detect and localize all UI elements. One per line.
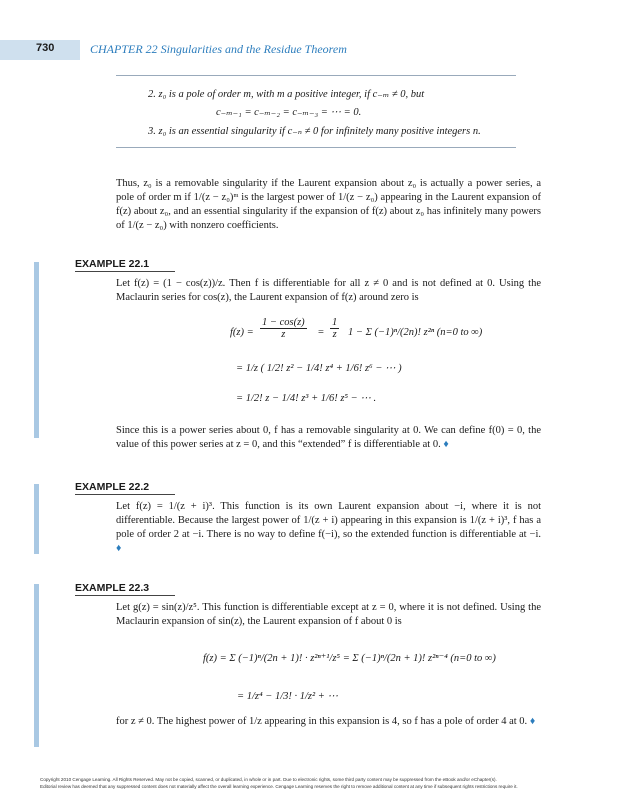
end-diamond-icon: ♦ [116, 543, 122, 554]
fraction-numerator: 1 − cos(z) [262, 317, 305, 328]
example-conclusion [116, 424, 541, 452]
equals-sign: = [318, 327, 324, 338]
example-text: Let f(z) = (1 − cos(z))/z. Then f is differentiable for all z ≠ 0 and is not defined at 0. Using the Maclaurin series for cos(z), the Laurent expansion of f(z) around zero is [116, 278, 541, 303]
conclusion-text: Since this is a power series about 0, f has a removable singularity at 0. We can define f(0) = 0, the value of this power series at z = 0, and this “extended” f is differentiable at 0. [116, 425, 541, 450]
intro-paragraph: Thus, z₀ is a removable singularity if the Laurent expansion about z₀ is actually a power series, a pole of order m if 1/(z − z₀)ᵐ is the largest power of 1/(z − z₀) appearing in the Laurent expansion of f(z) about z₀, and an essential singularity if the expansion of f(z) about z₀ has infinitely many powers of 1/(z − z₀) with nonzero coefficients. [116, 178, 541, 231]
example-body: Let f(z) = 1/(z + i)³. This function is its own Laurent expansion about −i, where it is not differentiable. Because the largest power of 1/(z + i) appearing in this expansion is 1/(z + i)³, f has a pole of order 2 at −i. There is no way to define f(−i), so the extended function is differentiable at −i. [116, 501, 541, 540]
example-bar [34, 484, 39, 554]
box-item-2-condition: c₋ₘ₋₁ = c₋ₘ₋₂ = c₋ₘ₋₃ = ⋯ = 0. [216, 107, 362, 118]
end-diamond-icon: ♦ [529, 716, 536, 727]
equation-fraction [260, 317, 307, 340]
running-head: CHAPTER 22 Singularities and the Residue Theorem [90, 42, 347, 56]
copyright-footer [40, 776, 585, 790]
example-bar [34, 584, 39, 747]
equation-line-3: = 1/2! z − 1/4! z³ + 1/6! z⁵ − ⋯ . [236, 393, 377, 404]
example-conclusion [116, 715, 541, 729]
equation-fraction [330, 317, 339, 340]
equation-line-2: = 1/z⁴ − 1/3! · 1/z² + ⋯ [237, 691, 338, 702]
example-text [116, 500, 541, 556]
equation-line-1: f(z) = Σ (−1)ⁿ/(2n + 1)! · z²ⁿ⁺¹/z⁵ = Σ (−1)ⁿ/(2n + 1)! z²ⁿ⁻⁴ (n=0 to ∞) [203, 653, 496, 664]
fraction-denominator: z [332, 329, 337, 340]
footer-line: Copyright 2010 Cengage Learning. All Rights Reserved. May not be copied, scanned, or duplicated, in whole or in part. Due to electronic rights, some third party content may be suppressed from the eBook and/or eChapter(s). [40, 777, 497, 782]
series-expression: 1 − Σ (−1)ⁿ/(2n)! z²ⁿ (n=0 to ∞) [348, 327, 483, 338]
box-item-3: 3. z₀ is an essential singularity if c₋ₙ ≠ 0 for infinitely many positive integers n. [148, 126, 481, 137]
fraction-numerator: 1 [332, 317, 338, 328]
fraction-denominator: z [281, 329, 286, 340]
end-diamond-icon: ♦ [443, 439, 449, 450]
box-item-2: 2. z₀ is a pole of order m, with m a positive integer, if c₋ₘ ≠ 0, but [148, 89, 425, 100]
example-title: EXAMPLE 22.1 [75, 258, 175, 272]
equation-line-2: = 1/z ( 1/2! z² − 1/4! z⁴ + 1/6! z⁶ − ⋯ ) [236, 363, 402, 374]
example-text: Let g(z) = sin(z)/z⁵. This function is differentiable except at z = 0, where it is not defined. Using the Maclaurin expansion of sin(z), the Laurent expansion of f about 0 is [116, 602, 541, 627]
conclusion-text: for z ≠ 0. The highest power of 1/z appearing in this expansion is 4, so f has a pole of order 4 at 0. [116, 716, 528, 727]
equation-lhs: f(z) = [230, 327, 254, 338]
page-number: 730 [36, 42, 55, 54]
example-bar [34, 262, 39, 438]
example-title: EXAMPLE 22.2 [75, 481, 175, 495]
example-title: EXAMPLE 22.3 [75, 582, 175, 596]
footer-line: Editorial review has deemed that any suppressed content does not materially affect the overall learning experience. Cengage Learning reserves the right to remove additional content at any time if subsequent rights restrictions require it. [40, 784, 518, 789]
